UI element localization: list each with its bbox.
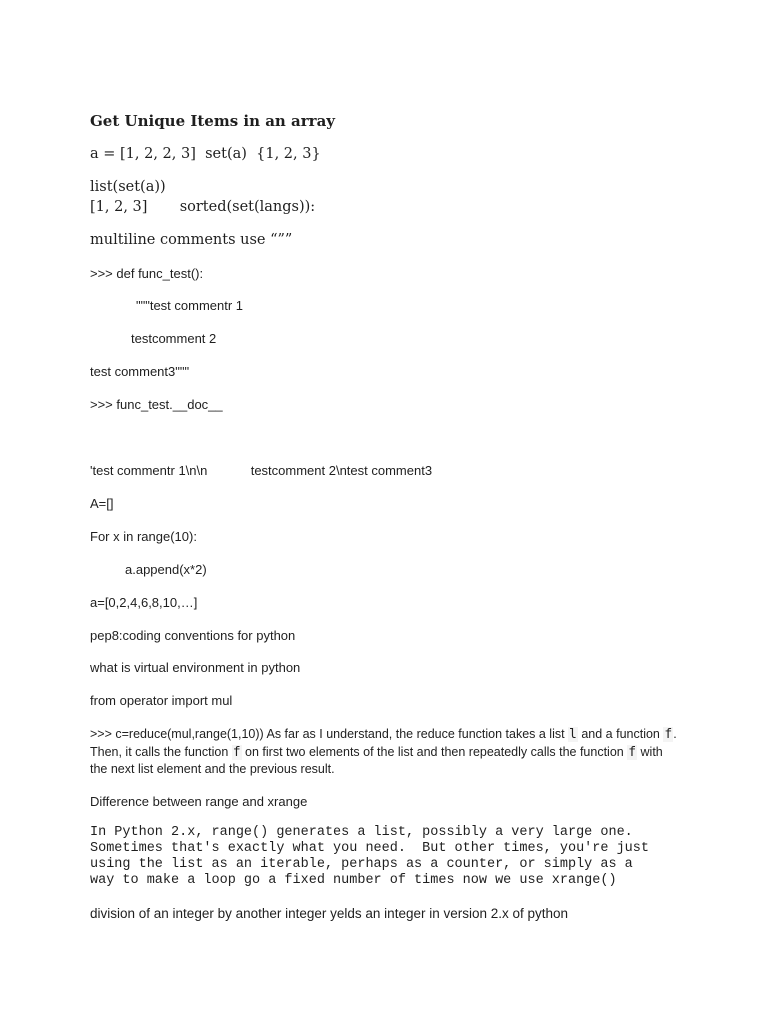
reduce-text-2: and a function: [577, 727, 664, 741]
reduce-text-5: with the next list element and the previous result.: [90, 744, 663, 776]
list-init-line: A=[]: [90, 496, 114, 511]
range-heading: Difference between range and xrange: [90, 794, 308, 809]
division-note: division of an integer by another integer yelds an integer in version 2.x of python: [90, 906, 569, 921]
code-l: l: [569, 727, 577, 742]
docstring-line-2: testcomment 2: [131, 331, 217, 346]
append-line: a.append(x*2): [125, 562, 207, 577]
document-title: Get Unique Items in an array: [90, 112, 336, 130]
reduce-text-4: on first two elements of the list and then repeatedly calls the function: [241, 744, 628, 759]
set-example-line: a = [1, 2, 2, 3] set(a) {1, 2, 3}: [90, 146, 321, 162]
result-list-line: a=[0,2,4,6,8,10,…]: [90, 595, 198, 610]
for-loop-line: For x in range(10):: [90, 529, 197, 544]
multiline-comments-heading: multiline comments use “””: [90, 232, 293, 248]
reduce-text-3: . Then, it calls the function: [90, 727, 677, 759]
doc-call-line: >>> func_test.__doc__: [90, 397, 223, 412]
reduce-text-1: >>> c=reduce(mul,range(1,10)) As far as I understand, the reduce function takes a list: [90, 727, 569, 741]
code-f: f: [664, 727, 673, 742]
reduce-explanation: [90, 726, 680, 779]
code-f: f: [628, 744, 637, 760]
def-func-line: >>> def func_test():: [90, 266, 204, 281]
list-set-line: list(set(a)): [90, 179, 166, 195]
code-f: f: [232, 744, 241, 760]
virtualenv-line: what is virtual environment in python: [90, 660, 301, 675]
range-explanation: In Python 2.x, range() generates a list, possibly a very large one. Sometimes that's exactly what you need. But other times, you're just using the list as an iterable, perhaps as a counter, or simply as a way to make a loop go a fixed number of times now we use xrange(): [90, 825, 649, 888]
pep8-line: pep8:coding conventions for python: [90, 628, 296, 643]
import-mul-line: from operator import mul: [90, 693, 233, 708]
doc-output-line: 'test commentr 1\n\n testcomment 2\ntest comment3: [90, 463, 433, 478]
docstring-line-1: """test commentr 1: [136, 298, 244, 313]
sorted-set-line: [1, 2, 3] sorted(set(langs)):: [90, 199, 316, 215]
docstring-line-3: test comment3""": [90, 364, 190, 379]
